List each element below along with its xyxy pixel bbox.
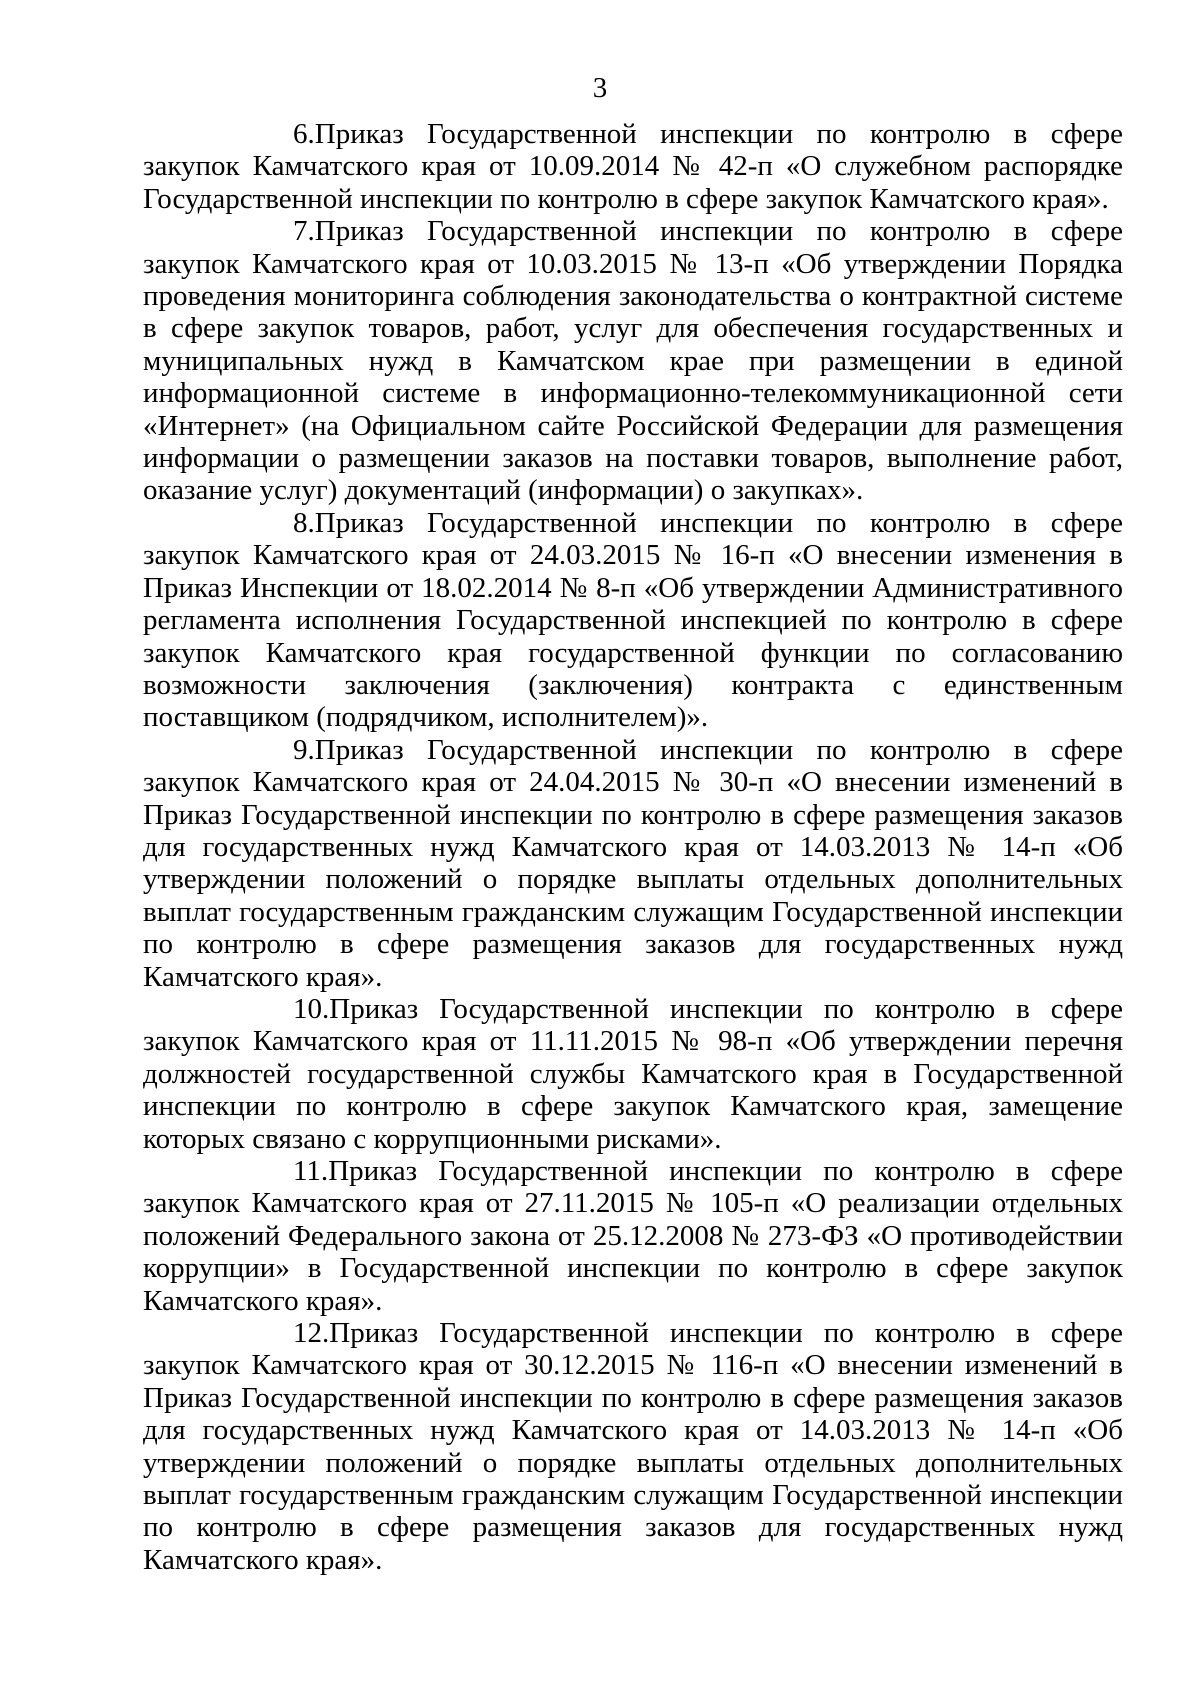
item-text: Приказ Государственной инспекции по контролю в сфере закупок Камчатского края от 10.09.2014 № 42-п «О служебном распорядке Государственной инспекции по контролю в сфере закупок Камчатского края». [143, 118, 1123, 215]
list-item [143, 118, 1123, 215]
document-body [143, 118, 1123, 1576]
item-text: Приказ Государственной инспекции по контролю в сфере закупок Камчатского края от 30.12.2015 № 116-п «О внесении изменений в Приказ Государственной инспекции по контролю в сфере размещения заказов для государственных нужд Камчатского края от 14.03.2013 № 14-п «Об утверждении положений о порядке выплаты отдельных дополнительных выплат государственным гражданским служащим Государственной инспекции по контролю в сфере размещения заказов для государственных нужд Камчатского края». [143, 1317, 1123, 1576]
item-text: Приказ Государственной инспекции по контролю в сфере закупок Камчатского края от 27.11.2015 № 105-п «О реализации отдельных положений Федерального закона от 25.12.2008 № 273-ФЗ «О противодействии коррупции» в Государственной инспекции по контролю в сфере закупок Камчатского края». [143, 1155, 1123, 1317]
item-text: Приказ Государственной инспекции по контролю в сфере закупок Камчатского края от 24.03.2015 № 16-п «О внесении изменения в Приказ Инспекции от 18.02.2014 № 8-п «Об утверждении Административного регламента исполнения Государственной инспекцией по контролю в сфере закупок Камчатского края государственной функции по согласованию возможности заключения (заключения) контракта с единственным поставщиком (подрядчиком, исполнителем)». [143, 506, 1123, 734]
page-number: 3 [592, 72, 608, 104]
item-text: Приказ Государственной инспекции по контролю в сфере закупок Камчатского края от 24.04.2015 № 30-п «О внесении изменений в Приказ Государственной инспекции по контролю в сфере размещения заказов для государственных нужд Камчатского края от 14.03.2013 № 14-п «Об утверждении положений о порядке выплаты отдельных дополнительных выплат государственным гражданским служащим Государственной инспекции по контролю в сфере размещения заказов для государственных нужд Камчатского края». [143, 733, 1123, 993]
list-item [143, 215, 1123, 507]
item-number: 7. [293, 215, 315, 248]
item-number: 11. [293, 1155, 329, 1187]
list-item [143, 734, 1123, 993]
list-item [143, 993, 1123, 1155]
item-number: 6. [293, 118, 315, 150]
item-number: 9. [293, 733, 315, 766]
list-item [143, 507, 1123, 734]
item-number: 12. [293, 1317, 330, 1350]
list-item [143, 1317, 1123, 1576]
item-text: Приказ Государственной инспекции по контролю в сфере закупок Камчатского края от 11.11.2015 № 98-п «Об утверждении перечня должностей государственной службы Камчатского края в Государственной инспекции по контролю в сфере закупок Камчатского края, замещение которых связано с коррупционными рисками». [143, 992, 1123, 1155]
item-number: 8. [293, 506, 315, 539]
list-item [143, 1155, 1123, 1317]
item-number: 10. [293, 992, 330, 1025]
item-text: Приказ Государственной инспекции по контролю в сфере закупок Камчатского края от 10.03.2015 № 13-п «Об утверждении Порядка проведения мониторинга соблюдения законодательства о контрактной системе в сфере закупок товаров, работ, услуг для обеспечения государственных и муниципальных нужд в Камчатском крае при размещении в единой информационной системе в информационно-телекоммуникационной сети «Интернет» (на Официальном сайте Российской Федерации для размещения информации о размещении заказов на поставки товаров, выполнение работ, оказание услуг) документаций (информации) о закупках». [143, 215, 1123, 507]
